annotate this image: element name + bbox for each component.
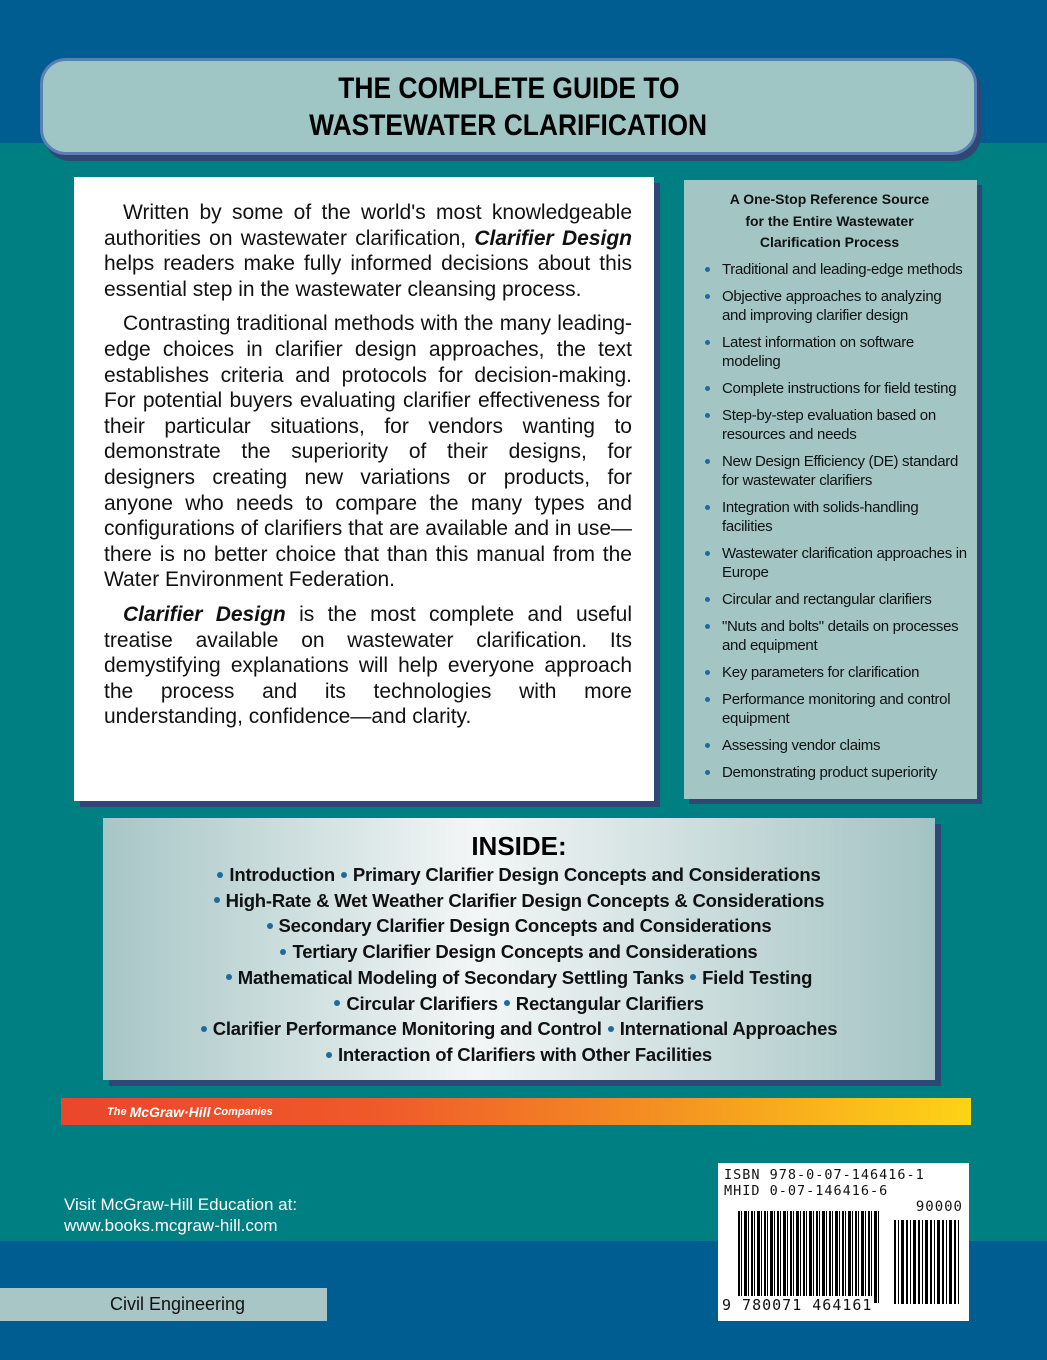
title-banner	[40, 58, 977, 155]
description-paragraph-3: Clarifier Design is the most complete and useful treatise available on wastewater clarification. Its demystifying explanations will help everyone approach the process and its technologies with more understanding, confidence—and clarity.	[104, 602, 632, 729]
ean-number: 9 780071 464161	[722, 1296, 873, 1314]
bullet-icon	[226, 974, 232, 980]
bullet-icon	[280, 949, 286, 955]
description-paragraph-2: Contrasting traditional methods with the many leading-edge choices in clarifier design approaches, the text establishes criteria and protocols for decision-making. For potential buyers evaluating clarifier effectiveness for their particular situations, for vendors wanting to demonstrate the superiority of their designs, for designers creating new variations or products, for anyone who needs to compare the many types and configurations of clarifiers that are available and in use—there is no better choice that than this manual from the Water Environment Federation.	[104, 312, 632, 592]
bullet-icon	[705, 505, 710, 510]
contents-line: Mathematical Modeling of Secondary Settling Tanks Field Testing	[103, 965, 935, 991]
reference-panel	[684, 180, 977, 799]
list-item: Integration with solids-handling facilities	[698, 498, 967, 536]
publisher-logo: McGraw·Hill	[129, 1103, 211, 1120]
bullet-icon	[504, 1000, 510, 1006]
list-item: Key parameters for clarification	[698, 663, 967, 682]
bullet-icon	[705, 770, 710, 775]
bullet-icon	[214, 897, 220, 903]
list-item: "Nuts and bolts" details on processes and equipment	[698, 617, 967, 655]
bullet-icon	[705, 551, 710, 556]
list-item: Complete instructions for field testing	[698, 379, 967, 398]
bullet-icon	[705, 624, 710, 629]
bullet-icon	[334, 1000, 340, 1006]
reference-heading: A One-Stop Reference Source for the Entire Wastewater Clarification Process	[729, 191, 930, 250]
bullet-icon	[705, 267, 710, 272]
list-item: Step-by-step evaluation based on resources and needs	[698, 406, 967, 444]
book-title-emphasis: Clarifier Design	[474, 226, 632, 250]
list-item: Demonstrating product superiority	[698, 763, 967, 782]
barcode-bars-icon	[738, 1211, 881, 1303]
bullet-icon	[705, 386, 710, 391]
contents-line: Tertiary Clarifier Design Concepts and Considerations	[103, 939, 935, 965]
bullet-icon	[705, 597, 710, 602]
category-label: Civil Engineering	[0, 1288, 327, 1321]
list-item: Latest information on software modeling	[698, 333, 967, 371]
list-item: Assessing vendor claims	[698, 736, 967, 755]
contents-line: Introduction Primary Clarifier Design Concepts and Considerations	[103, 862, 935, 888]
list-item: Objective approaches to analyzing and improving clarifier design	[698, 287, 967, 325]
bullet-icon	[705, 459, 710, 464]
bullet-icon	[705, 413, 710, 418]
contents-line: Clarifier Performance Monitoring and Control International Approaches	[103, 1016, 935, 1042]
publisher-visit-text: Visit McGraw-Hill Education at: www.books.mcgraw-hill.com	[64, 1195, 298, 1235]
title-line-2: WASTEWATER CLARIFICATION	[309, 108, 708, 142]
contents-line: Interaction of Clarifiers with Other Facilities	[103, 1042, 935, 1068]
description-panel	[74, 177, 654, 801]
isbn-text: ISBN 978-0-07-146416-1	[724, 1167, 925, 1183]
list-item: New Design Efficiency (DE) standard for wastewater clarifiers	[698, 452, 967, 490]
bullet-icon	[267, 923, 273, 929]
bullet-icon	[608, 1026, 614, 1032]
description-paragraph-1: Written by some of the world's most knowledgeable authorities on wastewater clarification, Clarifier Design helps readers make fully informed decisions about this essential step in the wastewater cleansing process.	[104, 201, 632, 301]
mhid-text: MHID 0-07-146416-6	[724, 1183, 889, 1199]
bullet-icon	[341, 872, 347, 878]
publisher-logo-bar: The McGraw·Hill Companies	[61, 1098, 971, 1125]
book-title-emphasis: Clarifier Design	[123, 602, 286, 626]
inside-title: INSIDE:	[471, 831, 567, 861]
bullet-icon	[201, 1026, 207, 1032]
bullet-icon	[217, 872, 223, 878]
bullet-icon	[705, 340, 710, 345]
price-code: 90000	[915, 1199, 963, 1215]
bullet-icon	[705, 670, 710, 675]
contents-line: Secondary Clarifier Design Concepts and Considerations	[103, 913, 935, 939]
publisher-url: www.books.mcgraw-hill.com	[64, 1216, 278, 1235]
contents-line: Circular Clarifiers Rectangular Clarifiers	[103, 991, 935, 1017]
inside-contents-panel	[103, 818, 935, 1080]
bullet-icon	[705, 294, 710, 299]
list-item: Traditional and leading-edge methods	[698, 260, 967, 279]
isbn-barcode	[718, 1163, 969, 1321]
addon-barcode-bars-icon	[894, 1220, 961, 1304]
list-item: Circular and rectangular clarifiers	[698, 590, 967, 609]
bullet-icon	[326, 1052, 332, 1058]
list-item: Performance monitoring and control equipment	[698, 690, 967, 728]
bullet-icon	[705, 743, 710, 748]
title-line-1: THE COMPLETE GUIDE TO	[337, 71, 680, 105]
reference-list	[698, 260, 967, 782]
contents-line: High-Rate & Wet Weather Clarifier Design Concepts & Considerations	[103, 888, 935, 914]
list-item: Wastewater clarification approaches in Europe	[698, 544, 967, 582]
bullet-icon	[705, 697, 710, 702]
bullet-icon	[690, 974, 696, 980]
